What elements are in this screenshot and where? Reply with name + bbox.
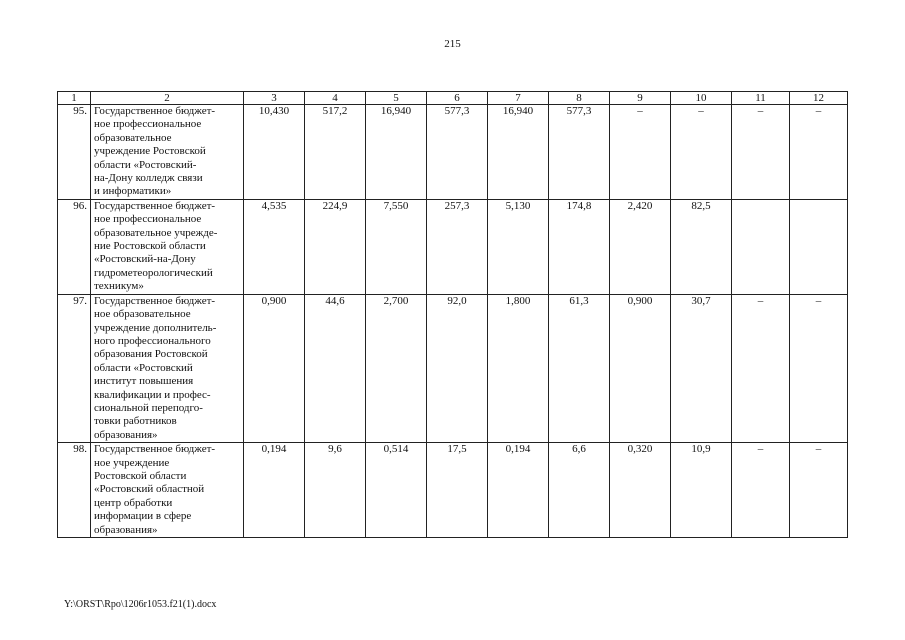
name-line: ное профессиональное xyxy=(94,213,202,226)
value-cell: – xyxy=(790,443,848,538)
value-cell: 0,900 xyxy=(244,294,305,442)
header-cell: 3 xyxy=(244,92,305,105)
name-line: ние Ростовской области xyxy=(94,240,206,253)
value-cell: 1,800 xyxy=(488,294,549,442)
table-row xyxy=(58,294,848,442)
value-cell: 17,5 xyxy=(427,443,488,538)
value-cell: – xyxy=(732,294,790,442)
value-cell: 0,514 xyxy=(366,443,427,538)
row-number: 96. xyxy=(58,199,91,294)
name-line: и информатики» xyxy=(94,185,172,198)
row-number: 97. xyxy=(58,294,91,442)
name-line: «Ростовский областной xyxy=(94,483,205,496)
value-cell: 2,700 xyxy=(366,294,427,442)
name-line: Государственное бюджет- xyxy=(94,105,216,117)
value-cell: 4,535 xyxy=(244,199,305,294)
value-cell: 16,940 xyxy=(488,105,549,200)
value-cell: 7,550 xyxy=(366,199,427,294)
institution-name xyxy=(91,199,244,294)
header-cell: 2 xyxy=(91,92,244,105)
name-line: образовательное учрежде- xyxy=(94,226,218,239)
header-cell: 1 xyxy=(58,92,91,105)
value-cell: 61,3 xyxy=(549,294,610,442)
table-row xyxy=(58,199,848,294)
header-cell: 8 xyxy=(549,92,610,105)
data-table xyxy=(57,91,848,538)
name-line: Государственное бюджет- xyxy=(94,443,216,456)
value-cell: 82,5 xyxy=(671,199,732,294)
value-cell: 224,9 xyxy=(305,199,366,294)
header-cell: 7 xyxy=(488,92,549,105)
name-line: «Ростовский-на-Дону xyxy=(94,253,196,266)
name-line: образования» xyxy=(94,428,158,441)
table-row xyxy=(58,443,848,538)
name-line: образовательное xyxy=(94,131,172,144)
name-line: области «Ростовский- xyxy=(94,158,197,171)
institution-name xyxy=(91,443,244,538)
name-line: гидрометеорологический xyxy=(94,266,213,279)
name-line: Государственное бюджет- xyxy=(94,294,216,307)
page-number: 215 xyxy=(444,38,461,50)
value-cell: 92,0 xyxy=(427,294,488,442)
value-cell: 2,420 xyxy=(610,199,671,294)
value-cell: 6,6 xyxy=(549,443,610,538)
name-line: учреждение Ростовской xyxy=(94,145,206,158)
table-row xyxy=(58,105,848,200)
name-line: на-Дону колледж связи xyxy=(94,172,203,185)
value-cell: 10,9 xyxy=(671,443,732,538)
row-number: 95. xyxy=(58,105,91,200)
value-cell: 257,3 xyxy=(427,199,488,294)
row-number: 98. xyxy=(58,443,91,538)
value-cell: 577,3 xyxy=(427,105,488,200)
name-line: товки работников xyxy=(94,415,177,428)
name-line: образования Ростовской xyxy=(94,348,208,361)
name-line: образования» xyxy=(94,523,158,536)
name-line: учреждение дополнитель- xyxy=(94,321,217,334)
header-cell: 12 xyxy=(790,92,848,105)
header-cell: 9 xyxy=(610,92,671,105)
institution-name xyxy=(91,294,244,442)
value-cell: 44,6 xyxy=(305,294,366,442)
value-cell: 0,194 xyxy=(244,443,305,538)
value-cell: 10,430 xyxy=(244,105,305,200)
value-cell xyxy=(732,199,790,294)
value-cell: – xyxy=(790,105,848,200)
footer-file-path: Y:\ORST\Rpo\1206r1053.f21(1).docx xyxy=(64,599,217,610)
name-line: институт повышения xyxy=(94,375,194,388)
table-header-row xyxy=(58,92,848,105)
header-cell: 4 xyxy=(305,92,366,105)
name-line: центр обработки xyxy=(94,496,173,509)
header-cell: 6 xyxy=(427,92,488,105)
name-line: сиональной переподго- xyxy=(94,401,203,414)
value-cell: – xyxy=(671,105,732,200)
header-cell: 5 xyxy=(366,92,427,105)
institution-name xyxy=(91,105,244,200)
name-line: техникум» xyxy=(94,280,144,293)
value-cell: 30,7 xyxy=(671,294,732,442)
value-cell: 0,194 xyxy=(488,443,549,538)
value-cell: – xyxy=(610,105,671,200)
value-cell: 0,320 xyxy=(610,443,671,538)
value-cell: 0,900 xyxy=(610,294,671,442)
name-line: ное учреждение xyxy=(94,456,170,469)
name-line: информации в сфере xyxy=(94,510,192,523)
value-cell: 9,6 xyxy=(305,443,366,538)
name-line: квалификации и профес- xyxy=(94,388,211,401)
value-cell: 5,130 xyxy=(488,199,549,294)
header-cell: 10 xyxy=(671,92,732,105)
name-line: Государственное бюджет- xyxy=(94,199,216,212)
value-cell: 174,8 xyxy=(549,199,610,294)
name-line: ное профессиональное xyxy=(94,118,202,131)
value-cell: – xyxy=(732,443,790,538)
value-cell: 16,940 xyxy=(366,105,427,200)
name-line: области «Ростовский xyxy=(94,361,193,374)
name-line: ного профессионального xyxy=(94,334,211,347)
value-cell: – xyxy=(732,105,790,200)
value-cell: – xyxy=(790,294,848,442)
value-cell: 517,2 xyxy=(305,105,366,200)
name-line: Ростовской области xyxy=(94,469,187,482)
header-cell: 11 xyxy=(732,92,790,105)
value-cell: 577,3 xyxy=(549,105,610,200)
name-line: ное образовательное xyxy=(94,308,191,321)
value-cell xyxy=(790,199,848,294)
